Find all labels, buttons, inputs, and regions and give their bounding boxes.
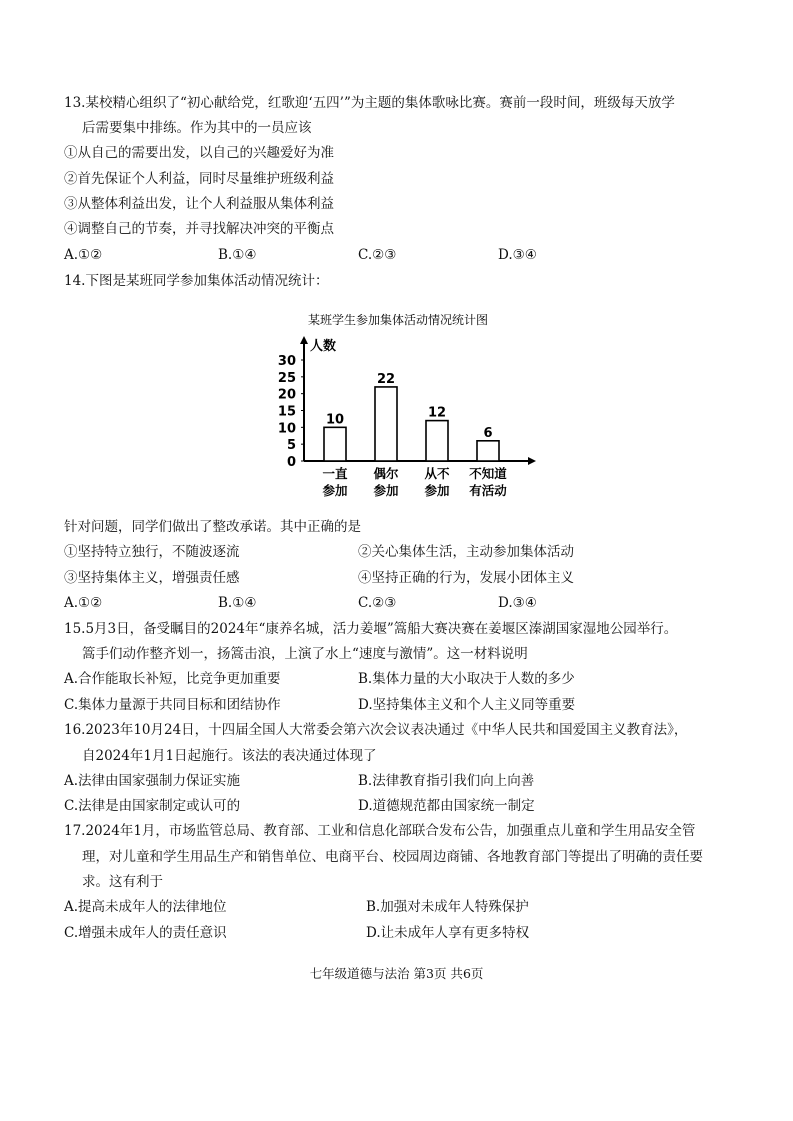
q16-option-d: D.道德规范都由国家统一制定 [358, 798, 535, 814]
q15-option-d: D.坚持集体主义和个人主义同等重要 [358, 697, 576, 713]
q16-stem-line2: 自2024年1月1日起施行。该法的表决通过体现了 [82, 748, 377, 764]
category-label: 参加 [322, 483, 348, 498]
chart-plot-area [278, 336, 536, 498]
q15-option-c: C.集体力量源于共同目标和团结协作 [64, 697, 281, 713]
category-label: 参加 [424, 483, 450, 498]
q17-option-c: C.增强未成年人的责任意识 [64, 925, 227, 941]
q17-stem-line1: 17.2024年1月，市场监管总局、教育部、工业和信息化部联合发布公告，加强重点儿童和学生用品安全管 [64, 823, 696, 839]
q13-statement-4: ④调整自己的节奏，并寻找解决冲突的平衡点 [64, 221, 334, 237]
y-tick-label: 20 [277, 387, 296, 403]
q17-option-b: B.加强对未成年人特殊保护 [366, 899, 529, 915]
q15-option-b: B.集体力量的大小取决于人数的多少 [358, 671, 575, 687]
q13-stem-line1: 13.某校精心组织了“初心献给党，红歌迎‘五四’”为主题的集体歌咏比赛。赛前一段时间，班级每天放学 [64, 95, 675, 111]
category-label: 从不 [424, 466, 450, 481]
category-label: 有活动 [469, 483, 507, 498]
q14-statement-4: ④坚持正确的行为，发展小团体主义 [358, 570, 574, 586]
chart-title: 某班学生参加集体活动情况统计图 [307, 313, 489, 327]
q14-option-c: C.②③ [358, 595, 397, 611]
x-axis-arrow [528, 457, 536, 465]
q14-after-text: 针对问题，同学们做出了整改承诺。其中正确的是 [64, 519, 361, 535]
q14-statement-1: ①坚持特立独行，不随波逐流 [64, 544, 240, 560]
q16-option-b: B.法律教育指引我们向上向善 [358, 773, 535, 789]
q15-option-a: A.合作能取长补短，比竞争更加重要 [64, 671, 281, 687]
bar-chart [268, 308, 538, 500]
q14-option-a: A.①② [64, 595, 103, 611]
q13-statement-2: ②首先保证个人利益，同时尽量维护班级利益 [64, 171, 334, 187]
q13-statement-1: ①从自己的需要出发，以自己的兴趣爱好为准 [64, 145, 334, 161]
bar [375, 387, 397, 461]
bar [426, 421, 448, 461]
bar-value-label: 22 [376, 371, 396, 387]
y-tick-label: 0 [286, 455, 296, 470]
y-tick-label: 5 [286, 438, 296, 454]
bar [477, 441, 499, 461]
q15-stem-line1: 15.5月3日，备受瞩目的2024年“康养名城，活力姜堰”篙船大赛决赛在姜堰区溱湖国家湿地公园举行。 [64, 621, 678, 637]
q13-option-a: A.①② [64, 247, 103, 263]
category-label: 一直 [322, 466, 348, 481]
category-label: 偶尔 [373, 466, 399, 481]
q14-statement-3: ③坚持集体主义，增强责任感 [64, 570, 240, 586]
y-tick-label: 30 [277, 354, 296, 369]
q17-stem-line2: 理，对儿童和学生用品生产和销售单位、电商平台、校园周边商铺、各地教育部门等提出了明确的责任要 [82, 849, 703, 865]
q16-option-a: A.法律由国家强制力保证实施 [64, 773, 241, 789]
q14-option-d: D.③④ [498, 595, 537, 611]
category-label: 参加 [373, 483, 399, 498]
y-tick-label: 25 [277, 370, 296, 386]
bar-value-label: 12 [427, 405, 447, 421]
y-axis-arrow [300, 336, 308, 344]
q15-stem-line2: 篙手们动作整齐划一，扬篙击浪，上演了水上“速度与激情”。这一材料说明 [82, 646, 528, 662]
q14-statement-2: ②关心集体生活，主动参加集体活动 [358, 544, 574, 560]
y-tick-label: 15 [277, 404, 296, 420]
bar-value-label: 6 [483, 425, 493, 441]
page-footer: 七年级道德与法治 第3页 共6页 [309, 966, 484, 981]
q13-option-b: B.①④ [218, 247, 257, 263]
y-axis-label: 人数 [310, 339, 337, 354]
q14-stem: 14.下图是某班同学参加集体活动情况统计： [64, 273, 329, 289]
q14-option-b: B.①④ [218, 595, 257, 611]
q16-option-c: C.法律是由国家制定或认可的 [64, 798, 241, 814]
category-label: 不知道 [469, 466, 507, 481]
q13-stem-line2: 后需要集中排练。作为其中的一员应该 [82, 120, 312, 136]
bar [324, 427, 346, 461]
q13-statement-3: ③从整体利益出发，让个人利益服从集体利益 [64, 196, 334, 212]
y-tick-label: 10 [277, 421, 296, 437]
q17-option-a: A.提高未成年人的法律地位 [64, 899, 227, 915]
q17-stem-line3: 求。这有利于 [82, 874, 163, 890]
q16-stem-line1: 16.2023年10月24日，十四届全国人大常委会第六次会议表决通过《中华人民共和国爱国主义教育法》， [64, 722, 688, 738]
q13-option-d: D.③④ [498, 247, 537, 263]
q17-option-d: D.让未成年人享有更多特权 [366, 925, 530, 941]
bar-value-label: 10 [325, 412, 345, 428]
q13-option-c: C.②③ [358, 247, 397, 263]
